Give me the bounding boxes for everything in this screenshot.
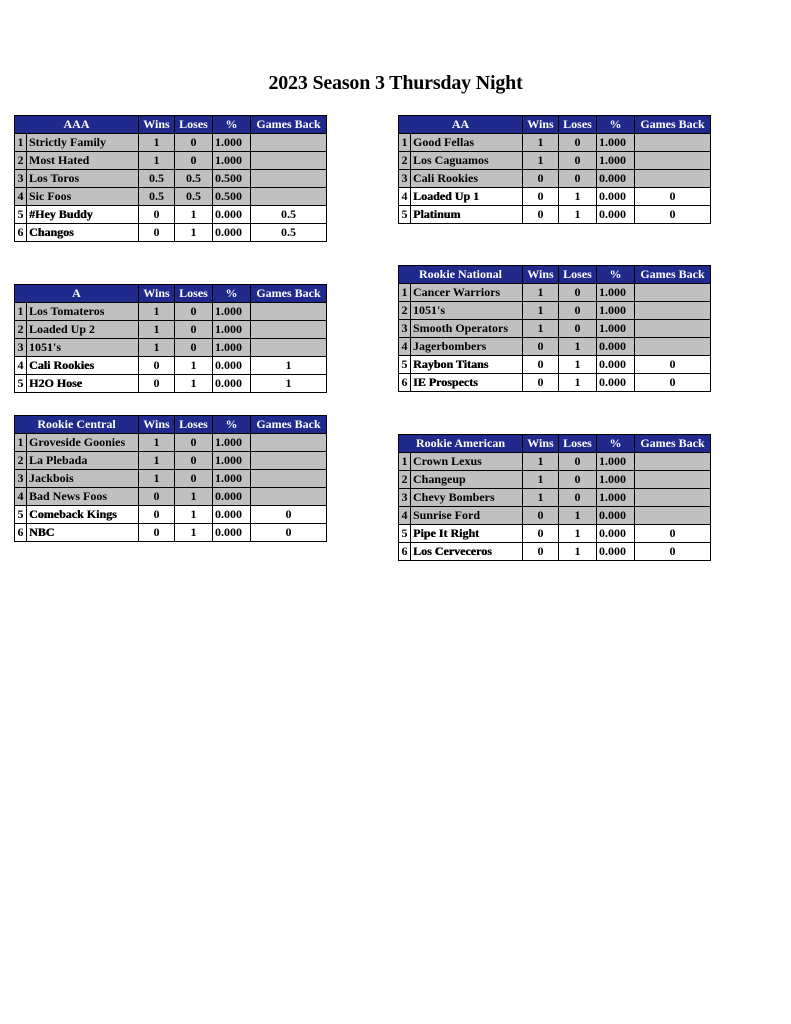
rank-cell: 4 bbox=[399, 188, 411, 206]
games-back-cell bbox=[635, 453, 711, 471]
division-name: AA bbox=[399, 116, 523, 134]
wins-header: Wins bbox=[139, 416, 175, 434]
wins-header: Wins bbox=[139, 116, 175, 134]
games-back-cell bbox=[635, 302, 711, 320]
loses-cell: 1 bbox=[175, 488, 213, 506]
games-back-header: Games Back bbox=[635, 266, 711, 284]
games-back-cell bbox=[251, 470, 327, 488]
rank-cell: 2 bbox=[399, 471, 411, 489]
table-row bbox=[399, 188, 711, 206]
loses-cell: 0.5 bbox=[175, 188, 213, 206]
table-row bbox=[15, 375, 327, 393]
pct-cell: 0.000 bbox=[597, 188, 635, 206]
wins-cell: 1 bbox=[523, 489, 559, 507]
table-row bbox=[399, 338, 711, 356]
games-back-cell bbox=[251, 452, 327, 470]
table-row bbox=[399, 374, 711, 392]
rank-cell: 4 bbox=[399, 507, 411, 525]
table-row bbox=[399, 170, 711, 188]
loses-header: Loses bbox=[175, 116, 213, 134]
games-back-header: Games Back bbox=[251, 116, 327, 134]
wins-cell: 0 bbox=[523, 356, 559, 374]
pct-header: % bbox=[597, 435, 635, 453]
team-name-cell: Sic Foos bbox=[27, 188, 139, 206]
table-row bbox=[15, 321, 327, 339]
table-row bbox=[399, 284, 711, 302]
games-back-cell bbox=[251, 134, 327, 152]
games-back-cell bbox=[635, 489, 711, 507]
rank-cell: 5 bbox=[15, 206, 27, 224]
wins-header: Wins bbox=[523, 116, 559, 134]
loses-cell: 0 bbox=[559, 471, 597, 489]
pct-cell: 0.000 bbox=[213, 357, 251, 375]
pct-cell: 1.000 bbox=[213, 434, 251, 452]
pct-cell: 1.000 bbox=[597, 320, 635, 338]
pct-cell: 1.000 bbox=[597, 134, 635, 152]
games-back-cell bbox=[635, 170, 711, 188]
division-name: Rookie American bbox=[399, 435, 523, 453]
loses-cell: 1 bbox=[559, 525, 597, 543]
loses-cell: 1 bbox=[175, 357, 213, 375]
pct-cell: 0.000 bbox=[597, 525, 635, 543]
team-name-cell: 1051's bbox=[411, 302, 523, 320]
wins-cell: 1 bbox=[523, 453, 559, 471]
pct-cell: 0.500 bbox=[213, 170, 251, 188]
pct-cell: 1.000 bbox=[213, 339, 251, 357]
wins-cell: 0 bbox=[139, 224, 175, 242]
loses-cell: 0 bbox=[175, 321, 213, 339]
loses-cell: 1 bbox=[175, 524, 213, 542]
division-name: Rookie Central bbox=[15, 416, 139, 434]
team-name-cell: Loaded Up 2 bbox=[27, 321, 139, 339]
loses-cell: 1 bbox=[559, 374, 597, 392]
table-row bbox=[399, 206, 711, 224]
team-name-cell: Loaded Up 1 bbox=[411, 188, 523, 206]
pct-cell: 1.000 bbox=[213, 452, 251, 470]
rank-cell: 2 bbox=[15, 321, 27, 339]
loses-cell: 1 bbox=[559, 356, 597, 374]
table-header-row bbox=[15, 285, 327, 303]
loses-cell: 1 bbox=[559, 507, 597, 525]
pct-header: % bbox=[213, 285, 251, 303]
team-name-cell: NBC bbox=[27, 524, 139, 542]
table-header-row bbox=[399, 116, 711, 134]
table-header-row bbox=[399, 266, 711, 284]
loses-cell: 0 bbox=[175, 303, 213, 321]
rank-cell: 1 bbox=[399, 134, 411, 152]
team-name-cell: Platinum bbox=[411, 206, 523, 224]
team-name-cell: Changeup bbox=[411, 471, 523, 489]
wins-cell: 0 bbox=[523, 543, 559, 561]
pct-cell: 0.000 bbox=[597, 507, 635, 525]
wins-cell: 0 bbox=[523, 525, 559, 543]
pct-cell: 0.500 bbox=[213, 188, 251, 206]
table-row bbox=[399, 489, 711, 507]
wins-cell: 0 bbox=[139, 506, 175, 524]
rank-cell: 1 bbox=[15, 434, 27, 452]
games-back-cell bbox=[251, 188, 327, 206]
rank-cell: 2 bbox=[399, 152, 411, 170]
loses-cell: 0 bbox=[175, 152, 213, 170]
team-name-cell: Strictly Family bbox=[27, 134, 139, 152]
wins-cell: 1 bbox=[139, 452, 175, 470]
loses-header: Loses bbox=[175, 285, 213, 303]
division-name: A bbox=[15, 285, 139, 303]
team-name-cell: Sunrise Ford bbox=[411, 507, 523, 525]
rank-cell: 1 bbox=[399, 453, 411, 471]
loses-cell: 0 bbox=[175, 470, 213, 488]
games-back-cell: 0.5 bbox=[251, 224, 327, 242]
division-name: AAA bbox=[15, 116, 139, 134]
pct-header: % bbox=[213, 116, 251, 134]
wins-cell: 1 bbox=[139, 339, 175, 357]
team-name-cell: Comeback Kings bbox=[27, 506, 139, 524]
wins-header: Wins bbox=[523, 435, 559, 453]
table-row bbox=[15, 524, 327, 542]
team-name-cell: Groveside Goonies bbox=[27, 434, 139, 452]
pct-cell: 0.000 bbox=[597, 543, 635, 561]
rank-cell: 4 bbox=[15, 188, 27, 206]
loses-header: Loses bbox=[559, 266, 597, 284]
games-back-cell: 0.5 bbox=[251, 206, 327, 224]
games-back-cell bbox=[251, 303, 327, 321]
rank-cell: 3 bbox=[399, 489, 411, 507]
pct-cell: 1.000 bbox=[213, 321, 251, 339]
rank-cell: 2 bbox=[15, 152, 27, 170]
pct-cell: 0.000 bbox=[213, 224, 251, 242]
division-table-a bbox=[14, 284, 327, 393]
loses-cell: 0 bbox=[559, 320, 597, 338]
games-back-cell bbox=[635, 507, 711, 525]
wins-cell: 0 bbox=[523, 374, 559, 392]
rank-cell: 6 bbox=[15, 524, 27, 542]
games-back-cell bbox=[251, 339, 327, 357]
team-name-cell: Pipe It Right bbox=[411, 525, 523, 543]
rank-cell: 1 bbox=[15, 134, 27, 152]
wins-cell: 1 bbox=[139, 152, 175, 170]
pct-cell: 0.000 bbox=[213, 524, 251, 542]
pct-cell: 0.000 bbox=[213, 506, 251, 524]
pct-cell: 1.000 bbox=[597, 152, 635, 170]
wins-cell: 0 bbox=[523, 338, 559, 356]
rank-cell: 1 bbox=[15, 303, 27, 321]
wins-cell: 1 bbox=[523, 152, 559, 170]
games-back-cell: 0 bbox=[635, 356, 711, 374]
page-title: 2023 Season 3 Thursday Night bbox=[268, 72, 523, 94]
games-back-header: Games Back bbox=[251, 285, 327, 303]
table-row bbox=[15, 303, 327, 321]
wins-cell: 0.5 bbox=[139, 170, 175, 188]
pct-cell: 0.000 bbox=[597, 170, 635, 188]
wins-cell: 0 bbox=[523, 170, 559, 188]
table-row bbox=[15, 470, 327, 488]
games-back-cell bbox=[251, 170, 327, 188]
games-back-cell bbox=[635, 284, 711, 302]
pct-cell: 1.000 bbox=[597, 284, 635, 302]
pct-cell: 0.000 bbox=[597, 374, 635, 392]
games-back-cell bbox=[251, 321, 327, 339]
wins-cell: 1 bbox=[523, 471, 559, 489]
division-table-aa bbox=[398, 115, 711, 224]
rank-cell: 3 bbox=[399, 170, 411, 188]
table-row bbox=[15, 357, 327, 375]
rank-cell: 5 bbox=[15, 375, 27, 393]
rank-cell: 3 bbox=[15, 339, 27, 357]
wins-cell: 0 bbox=[139, 206, 175, 224]
table-row bbox=[15, 434, 327, 452]
pct-cell: 0.000 bbox=[597, 338, 635, 356]
table-header-row bbox=[399, 435, 711, 453]
pct-cell: 0.000 bbox=[213, 206, 251, 224]
table-row bbox=[399, 525, 711, 543]
rank-cell: 3 bbox=[15, 170, 27, 188]
rank-cell: 4 bbox=[399, 338, 411, 356]
wins-header: Wins bbox=[139, 285, 175, 303]
rank-cell: 2 bbox=[15, 452, 27, 470]
games-back-cell bbox=[251, 488, 327, 506]
loses-header: Loses bbox=[175, 416, 213, 434]
loses-cell: 1 bbox=[175, 206, 213, 224]
table-row bbox=[15, 152, 327, 170]
table-row bbox=[399, 134, 711, 152]
wins-cell: 0.5 bbox=[139, 188, 175, 206]
rank-cell: 6 bbox=[15, 224, 27, 242]
team-name-cell: Smooth Operators bbox=[411, 320, 523, 338]
table-header-row bbox=[15, 416, 327, 434]
team-name-cell: Los Toros bbox=[27, 170, 139, 188]
division-name: Rookie National bbox=[399, 266, 523, 284]
loses-cell: 0 bbox=[559, 302, 597, 320]
games-back-header: Games Back bbox=[635, 116, 711, 134]
wins-cell: 1 bbox=[523, 302, 559, 320]
loses-header: Loses bbox=[559, 116, 597, 134]
team-name-cell: Cali Rookies bbox=[27, 357, 139, 375]
wins-cell: 0 bbox=[139, 357, 175, 375]
loses-cell: 0 bbox=[175, 434, 213, 452]
table-row bbox=[399, 152, 711, 170]
wins-cell: 0 bbox=[523, 188, 559, 206]
team-name-cell: H2O Hose bbox=[27, 375, 139, 393]
wins-cell: 0 bbox=[139, 524, 175, 542]
pct-header: % bbox=[597, 116, 635, 134]
pct-cell: 1.000 bbox=[597, 471, 635, 489]
loses-cell: 1 bbox=[175, 224, 213, 242]
wins-cell: 1 bbox=[139, 134, 175, 152]
loses-cell: 0 bbox=[559, 453, 597, 471]
rank-cell: 5 bbox=[399, 525, 411, 543]
team-name-cell: Cali Rookies bbox=[411, 170, 523, 188]
team-name-cell: 1051's bbox=[27, 339, 139, 357]
wins-cell: 1 bbox=[523, 320, 559, 338]
loses-cell: 0 bbox=[559, 152, 597, 170]
loses-cell: 0 bbox=[175, 339, 213, 357]
table-row bbox=[399, 453, 711, 471]
rank-cell: 5 bbox=[399, 356, 411, 374]
loses-cell: 1 bbox=[559, 206, 597, 224]
rank-cell: 2 bbox=[399, 302, 411, 320]
pct-cell: 1.000 bbox=[213, 470, 251, 488]
games-back-cell bbox=[635, 471, 711, 489]
pct-header: % bbox=[597, 266, 635, 284]
rank-cell: 6 bbox=[399, 543, 411, 561]
wins-cell: 1 bbox=[139, 303, 175, 321]
rank-cell: 4 bbox=[15, 357, 27, 375]
loses-cell: 0 bbox=[175, 452, 213, 470]
table-row bbox=[15, 488, 327, 506]
loses-header: Loses bbox=[559, 435, 597, 453]
rank-cell: 5 bbox=[15, 506, 27, 524]
games-back-cell: 0 bbox=[635, 206, 711, 224]
games-back-cell: 0 bbox=[635, 525, 711, 543]
team-name-cell: Most Hated bbox=[27, 152, 139, 170]
team-name-cell: Good Fellas bbox=[411, 134, 523, 152]
table-row bbox=[15, 506, 327, 524]
wins-cell: 0 bbox=[523, 206, 559, 224]
loses-cell: 0 bbox=[559, 284, 597, 302]
team-name-cell: Los Cerveceros bbox=[411, 543, 523, 561]
games-back-cell bbox=[251, 434, 327, 452]
loses-cell: 0 bbox=[559, 170, 597, 188]
table-row bbox=[15, 188, 327, 206]
table-row bbox=[399, 302, 711, 320]
table-row bbox=[15, 134, 327, 152]
loses-cell: 0.5 bbox=[175, 170, 213, 188]
table-row bbox=[15, 206, 327, 224]
division-table-rookie-american bbox=[398, 434, 711, 561]
games-back-cell: 0 bbox=[635, 374, 711, 392]
games-back-cell: 0 bbox=[635, 543, 711, 561]
team-name-cell: Bad News Foos bbox=[27, 488, 139, 506]
games-back-cell: 1 bbox=[251, 375, 327, 393]
division-table-aaa bbox=[14, 115, 327, 242]
wins-cell: 1 bbox=[139, 321, 175, 339]
games-back-cell bbox=[635, 134, 711, 152]
pct-cell: 1.000 bbox=[213, 303, 251, 321]
team-name-cell: Los Tomateros bbox=[27, 303, 139, 321]
pct-header: % bbox=[213, 416, 251, 434]
games-back-cell bbox=[635, 338, 711, 356]
wins-cell: 0 bbox=[139, 488, 175, 506]
table-row bbox=[15, 339, 327, 357]
wins-cell: 1 bbox=[523, 284, 559, 302]
team-name-cell: Changos bbox=[27, 224, 139, 242]
pct-cell: 0.000 bbox=[213, 488, 251, 506]
pct-cell: 1.000 bbox=[597, 489, 635, 507]
loses-cell: 0 bbox=[559, 489, 597, 507]
games-back-cell bbox=[635, 320, 711, 338]
table-row bbox=[15, 452, 327, 470]
games-back-header: Games Back bbox=[635, 435, 711, 453]
games-back-cell bbox=[635, 152, 711, 170]
wins-cell: 0 bbox=[139, 375, 175, 393]
team-name-cell: Cancer Warriors bbox=[411, 284, 523, 302]
table-header-row bbox=[15, 116, 327, 134]
table-row bbox=[399, 320, 711, 338]
team-name-cell: #Hey Buddy bbox=[27, 206, 139, 224]
division-table-rookie-national bbox=[398, 265, 711, 392]
team-name-cell: Jackbois bbox=[27, 470, 139, 488]
games-back-cell: 0 bbox=[635, 188, 711, 206]
loses-cell: 1 bbox=[559, 543, 597, 561]
rank-cell: 4 bbox=[15, 488, 27, 506]
rank-cell: 6 bbox=[399, 374, 411, 392]
games-back-cell: 0 bbox=[251, 506, 327, 524]
pct-cell: 0.000 bbox=[597, 206, 635, 224]
games-back-cell: 0 bbox=[251, 524, 327, 542]
pct-cell: 1.000 bbox=[597, 302, 635, 320]
team-name-cell: Chevy Bombers bbox=[411, 489, 523, 507]
wins-cell: 1 bbox=[139, 470, 175, 488]
wins-header: Wins bbox=[523, 266, 559, 284]
wins-cell: 1 bbox=[139, 434, 175, 452]
rank-cell: 5 bbox=[399, 206, 411, 224]
pct-cell: 0.000 bbox=[597, 356, 635, 374]
pct-cell: 1.000 bbox=[213, 134, 251, 152]
loses-cell: 1 bbox=[559, 188, 597, 206]
pct-cell: 0.000 bbox=[213, 375, 251, 393]
team-name-cell: La Plebada bbox=[27, 452, 139, 470]
table-row bbox=[399, 507, 711, 525]
wins-cell: 0 bbox=[523, 507, 559, 525]
team-name-cell: Raybon Titans bbox=[411, 356, 523, 374]
rank-cell: 3 bbox=[399, 320, 411, 338]
team-name-cell: Crown Lexus bbox=[411, 453, 523, 471]
pct-cell: 1.000 bbox=[213, 152, 251, 170]
rank-cell: 3 bbox=[15, 470, 27, 488]
wins-cell: 1 bbox=[523, 134, 559, 152]
loses-cell: 1 bbox=[175, 506, 213, 524]
games-back-header: Games Back bbox=[251, 416, 327, 434]
loses-cell: 0 bbox=[559, 134, 597, 152]
rank-cell: 1 bbox=[399, 284, 411, 302]
loses-cell: 1 bbox=[559, 338, 597, 356]
team-name-cell: Jagerbombers bbox=[411, 338, 523, 356]
table-row bbox=[399, 356, 711, 374]
loses-cell: 1 bbox=[175, 375, 213, 393]
table-row bbox=[399, 471, 711, 489]
team-name-cell: IE Prospects bbox=[411, 374, 523, 392]
table-row bbox=[15, 224, 327, 242]
games-back-cell: 1 bbox=[251, 357, 327, 375]
table-row bbox=[399, 543, 711, 561]
games-back-cell bbox=[251, 152, 327, 170]
division-table-rookie-central bbox=[14, 415, 327, 542]
table-row bbox=[15, 170, 327, 188]
pct-cell: 1.000 bbox=[597, 453, 635, 471]
team-name-cell: Los Caguamos bbox=[411, 152, 523, 170]
loses-cell: 0 bbox=[175, 134, 213, 152]
